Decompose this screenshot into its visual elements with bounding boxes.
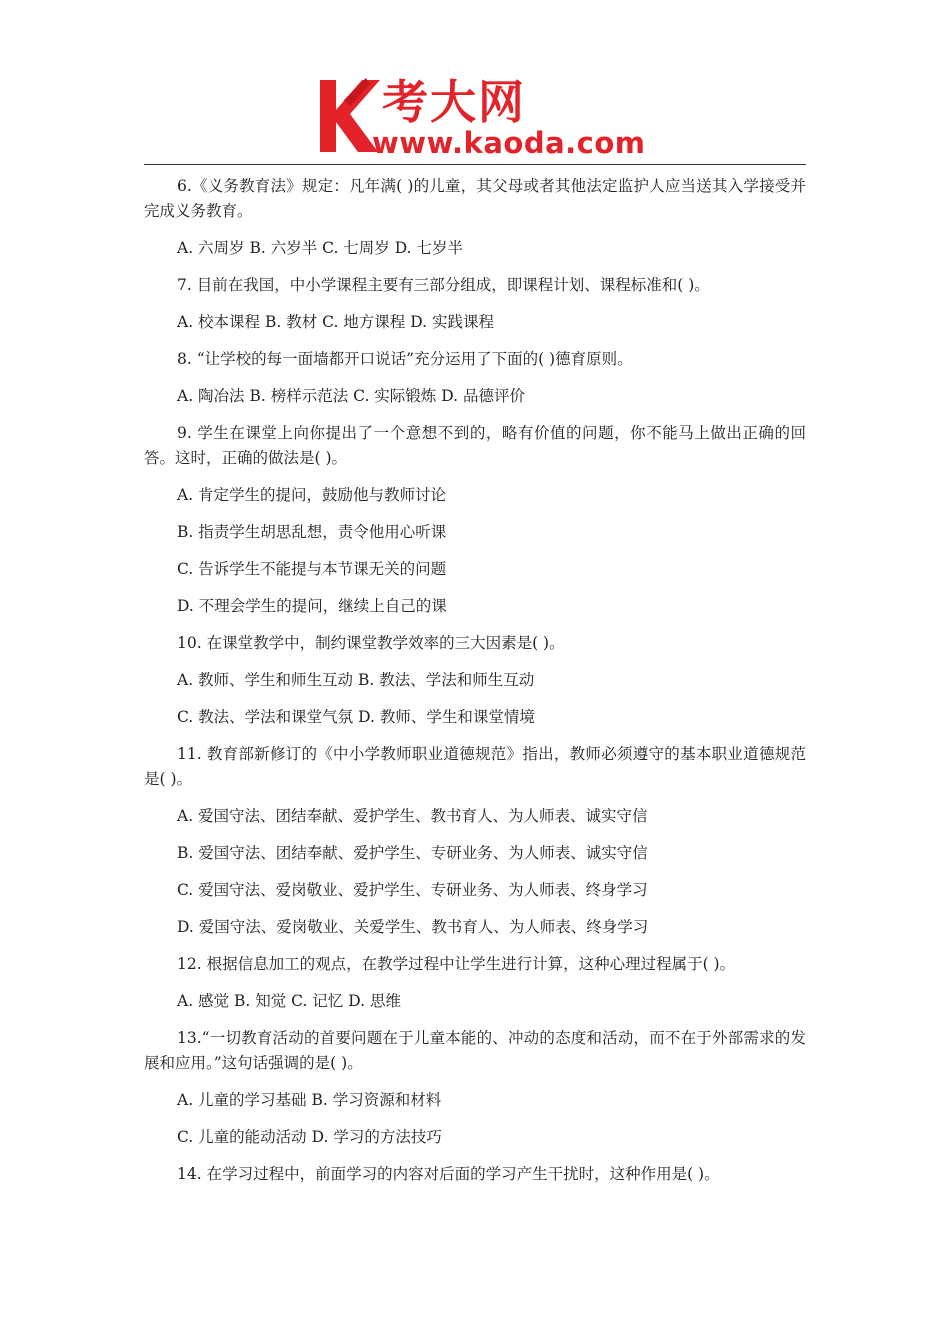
logo-url: www.kaoda.com [372, 126, 646, 160]
options-12: A. 感觉 B. 知觉 C. 记忆 D. 思维 [177, 992, 401, 1010]
question-10: 10. 在课堂教学中，制约课堂教学效率的三大因素是( )。 [177, 634, 565, 652]
logo-title: 考大网 [382, 75, 526, 129]
question-8: 8. “让学校的每一面墙都开口说话”充分运用了下面的( )德育原则。 [177, 350, 633, 368]
option-9b: B. 指责学生胡思乱想，责令他用心听课 [177, 523, 447, 541]
option-9c: C. 告诉学生不能提与本节课无关的问题 [177, 560, 447, 578]
question-12: 12. 根据信息加工的观点，在教学过程中让学生进行计算，这种心理过程属于( )。 [177, 955, 736, 973]
option-11a: A. 爱国守法、团结奉献、爱护学生、教书育人、为人师表、诚实守信 [177, 807, 648, 825]
question-14: 14. 在学习过程中，前面学习的内容对后面的学习产生干扰时，这种作用是( )。 [177, 1165, 720, 1183]
option-9d: D. 不理会学生的提问，继续上自己的课 [177, 597, 447, 615]
options-13-ab: A. 儿童的学习基础 B. 学习资源和材料 [177, 1091, 442, 1109]
options-10-ab: A. 教师、学生和师生互动 B. 教法、学法和师生互动 [177, 671, 535, 689]
question-13: 13.“一切教育活动的首要问题在于儿童本能的、冲动的态度和活动，而不在于外部需求的发展和应用。”这句话强调的是( )。 [144, 1029, 806, 1072]
options-10-cd: C. 教法、学法和课堂气氛 D. 教师、学生和课堂情境 [177, 708, 535, 726]
header-divider [144, 164, 806, 165]
options-7: A. 校本课程 B. 教材 C. 地方课程 D. 实践课程 [177, 313, 494, 331]
options-6: A. 六周岁 B. 六岁半 C. 七周岁 D. 七岁半 [177, 239, 463, 257]
option-11c: C. 爱国守法、爱岗敬业、爱护学生、专研业务、为人师表、终身学习 [177, 881, 648, 899]
question-6: 6.《义务教育法》规定：凡年满( )的儿童，其父母或者其他法定监护人应当送其入学接受并完成义务教育。 [144, 177, 806, 220]
option-11d: D. 爱国守法、爱岗敬业、关爱学生、教书育人、为人师表、终身学习 [177, 918, 649, 936]
page-header [144, 70, 806, 165]
options-8: A. 陶冶法 B. 榜样示范法 C. 实际锻炼 D. 品德评价 [177, 387, 525, 405]
question-list [144, 174, 806, 1199]
options-13-cd: C. 儿童的能动活动 D. 学习的方法技巧 [177, 1128, 442, 1146]
option-11b: B. 爱国守法、团结奉献、爱护学生、专研业务、为人师表、诚实守信 [177, 844, 648, 862]
question-11: 11. 教育部新修订的《中小学教师职业道德规范》指出，教师必须遵守的基本职业道德规范是( )。 [144, 745, 806, 788]
question-7: 7. 目前在我国，中小学课程主要有三部分组成，即课程计划、课程标准和( )。 [177, 276, 710, 294]
option-9a: A. 肯定学生的提问，鼓励他与教师讨论 [177, 486, 447, 504]
question-9: 9. 学生在课堂上向你提出了一个意想不到的，略有价值的问题，你不能马上做出正确的回答。这时，正确的做法是( )。 [144, 424, 806, 467]
